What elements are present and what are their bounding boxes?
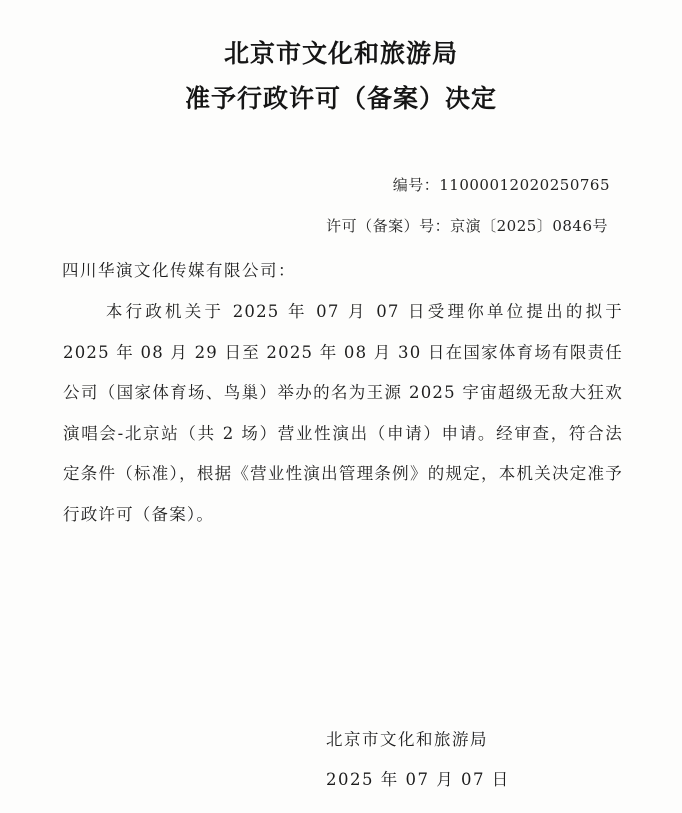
signature-authority: 北京市文化和旅游局 bbox=[326, 730, 488, 749]
decision-body: 本行政机关于 2025 年 07 月 07 日受理你单位提出的拟于 2025 年 08 月 29 日至 2025 年 08 月 30 日在国家体育场有限责任公司（国家体育场、鸟巢）举办的名为王源 2025 宇宙超级无敌大狂欢演唱会-北京站（共 2 场）营业性演出（申请）申请。经审查，符合法定条件（标准），根据《营业性演出管理条例》的规定，本机关决定准予行政许可（备案）。 bbox=[63, 302, 623, 524]
serial-number: 编号：11000012020250765 bbox=[392, 176, 610, 194]
decision-title: 准予行政许可（备案）决定 bbox=[184, 84, 497, 113]
addressee: 四川华演文化传媒有限公司： bbox=[62, 261, 296, 280]
issuing-authority-title: 北京市文化和旅游局 bbox=[223, 39, 458, 68]
issue-date: 2025 年 07 月 07 日 bbox=[326, 770, 510, 789]
permit-number: 许可（备案）号：京演〔2025〕0846号 bbox=[326, 217, 608, 235]
